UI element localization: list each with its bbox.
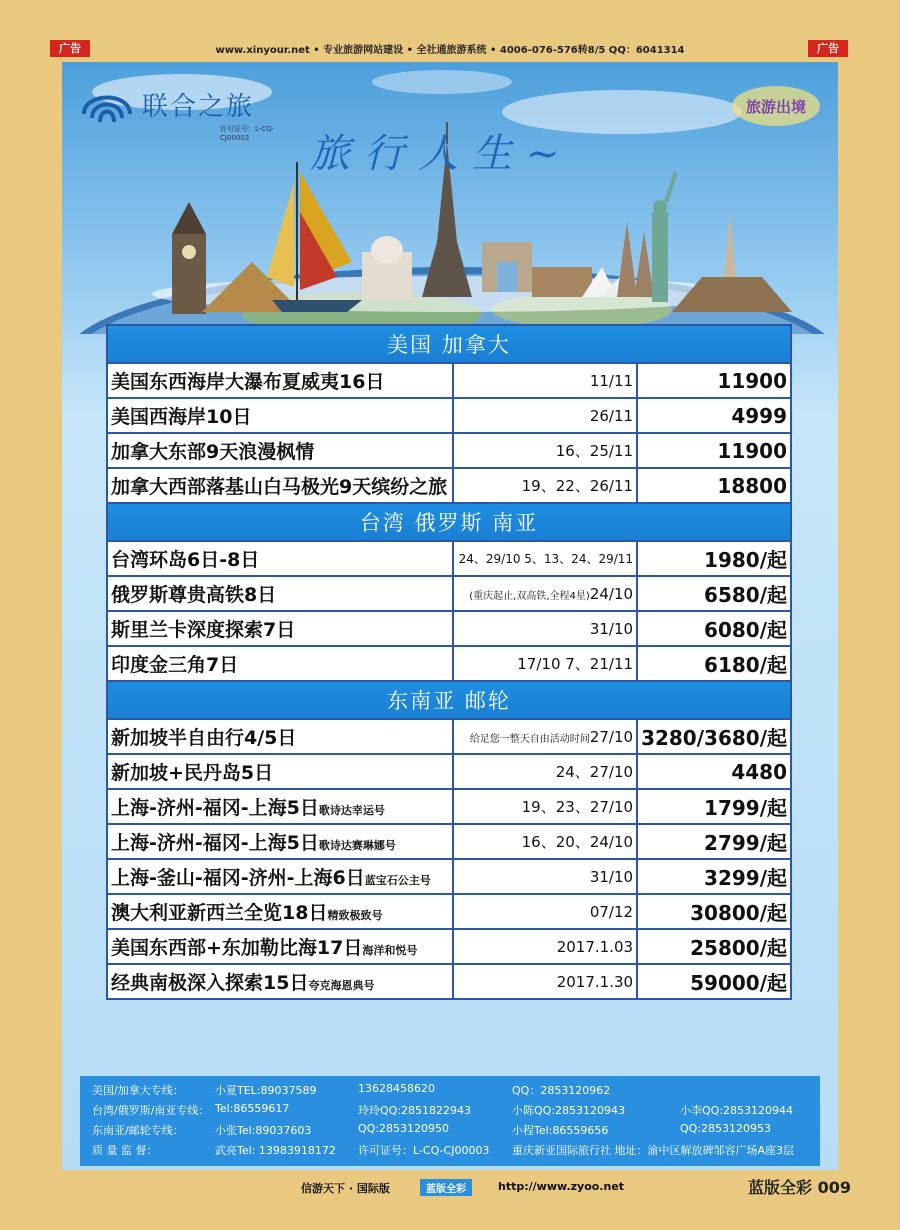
contact-value: 玲玲QQ:2851822943 (358, 1104, 472, 1117)
contact-value: Tel:86559617 (215, 1102, 290, 1115)
table-row (107, 433, 791, 468)
brand-logo (80, 80, 300, 140)
departure-date: 24、29/10 5、13、24、29/11 (458, 552, 634, 566)
price: 30800/起 (637, 894, 791, 929)
contact-row (80, 1142, 820, 1162)
route-name-cell (107, 719, 453, 754)
departure-date-cell (453, 398, 637, 433)
contact-value: 小夏TEL:89037589 (215, 1084, 317, 1097)
departure-date-cell (453, 859, 637, 894)
contact-value: QQ：2853120962 (512, 1084, 611, 1097)
route-name-cell (107, 433, 453, 468)
contact-row (80, 1122, 820, 1142)
route-name-cell (107, 541, 453, 576)
ad-tag-right: 广告 (808, 40, 848, 57)
top-banner-text: www.xinyour.net • 专业旅游网站建设 • 全社通旅游系统 • 4006-076-576转8/5 QQ：6041314 (215, 45, 685, 56)
route-name: 加拿大东部9天浪漫枫情 (111, 441, 315, 463)
price: 3280/3680/起 (637, 719, 791, 754)
departure-date-cell (453, 363, 637, 398)
route-name: 斯里兰卡深度探索7日 (111, 619, 296, 641)
departure-date-cell (453, 929, 637, 964)
price: 25800/起 (637, 929, 791, 964)
section-title: 美国 加拿大 (107, 325, 791, 363)
departure-date-cell (453, 576, 637, 611)
table-row (107, 363, 791, 398)
contact-value: 13628458620 (358, 1082, 435, 1095)
departure-date: 17/10 7、21/11 (517, 655, 634, 673)
route-name-cell (107, 929, 453, 964)
table-row (107, 929, 791, 964)
price: 59000/起 (637, 964, 791, 999)
departure-date-cell (453, 754, 637, 789)
ad-tag-left: 广告 (50, 40, 90, 57)
contact-panel (80, 1076, 820, 1166)
departure-date: 11/11 (589, 371, 634, 390)
price: 18800 (637, 468, 791, 503)
brand-name: 联合之旅 (142, 92, 255, 122)
route-name: 美国西海岸10日 (111, 406, 252, 428)
route-name: 上海-釜山-福冈-济州-上海6日 (111, 867, 365, 889)
footer-url[interactable]: http://www.zyoo.net (498, 1180, 625, 1193)
table-row (107, 541, 791, 576)
departure-date-cell (453, 824, 637, 859)
contact-label: 东南亚/邮轮专线： (92, 1124, 184, 1137)
table-row (107, 398, 791, 433)
date-note: 给足您一整天自由活动时间 (469, 733, 590, 745)
departure-date: 24、27/10 (555, 763, 634, 781)
contact-value: 小张Tel:89037603 (215, 1124, 312, 1137)
departure-date-cell (453, 964, 637, 999)
departure-date: 16、20、24/10 (521, 833, 634, 851)
route-name: 俄罗斯尊贵高铁8日 (111, 584, 277, 606)
section-header (107, 681, 791, 719)
cruise-ship-name: 海洋和悦号 (362, 944, 418, 957)
cruise-ship-name: 夸克海恩典号 (308, 979, 375, 992)
contact-row (80, 1102, 820, 1122)
table-row (107, 468, 791, 503)
advertisement-card (62, 62, 838, 1170)
price: 6580/起 (637, 576, 791, 611)
departure-date: 26/11 (589, 406, 634, 425)
page-footer (0, 1172, 900, 1202)
contact-row (80, 1082, 820, 1102)
table-row (107, 646, 791, 681)
footer-edition: 信游天下 · 国际版 (301, 1182, 390, 1195)
contact-value: 重庆新亚国际旅行社 地址：渝中区解放碑邹容广场A座3层 (512, 1144, 795, 1157)
price-table (106, 324, 792, 1000)
top-banner (0, 0, 900, 60)
section-header (107, 503, 791, 541)
route-name-cell (107, 754, 453, 789)
table-row (107, 859, 791, 894)
price: 6180/起 (637, 646, 791, 681)
contact-value: QQ:2853120953 (680, 1122, 772, 1135)
route-name: 澳大利亚新西兰全览18日 (111, 902, 328, 924)
route-name: 新加坡半自由行4/5日 (111, 727, 297, 749)
contact-value: 武亮Tel: 13983918172 (215, 1144, 336, 1157)
departure-date-cell (453, 433, 637, 468)
departure-date: 24/10 (589, 584, 634, 603)
contact-value: 许可证号：L-CQ-CJ00003 (358, 1144, 490, 1157)
departure-date: 19、22、26/11 (521, 477, 634, 495)
table-row (107, 611, 791, 646)
hero-banner (62, 62, 838, 334)
departure-date: 07/12 (589, 902, 634, 921)
price: 11900 (637, 433, 791, 468)
departure-date-cell (453, 541, 637, 576)
departure-date: 27/10 (589, 727, 634, 746)
route-name: 美国东西部+东加勒比海17日 (111, 937, 363, 959)
table-row (107, 894, 791, 929)
contact-value: QQ:2853120950 (358, 1122, 450, 1135)
price: 3299/起 (637, 859, 791, 894)
price: 2799/起 (637, 824, 791, 859)
date-note: (重庆起止,双高铁,全程4星) (469, 590, 590, 602)
table-row (107, 754, 791, 789)
departure-date: 19、23、27/10 (521, 798, 634, 816)
departure-date-cell (453, 894, 637, 929)
route-name-cell (107, 859, 453, 894)
departure-date-cell (453, 719, 637, 754)
contact-value: 小程Tel:86559656 (512, 1124, 609, 1137)
route-name-cell (107, 964, 453, 999)
slogan: 旅行人生~ (310, 131, 574, 177)
route-name-cell (107, 611, 453, 646)
contact-value: 小李QQ:2853120944 (680, 1104, 794, 1117)
price: 4999 (637, 398, 791, 433)
cruise-ship-name: 歌诗达赛琳娜号 (318, 839, 396, 852)
route-name-cell (107, 789, 453, 824)
route-name-cell (107, 824, 453, 859)
brand-mark-icon (80, 84, 134, 124)
contact-label: 质 量 监 督： (92, 1144, 158, 1157)
departure-date-cell (453, 646, 637, 681)
route-name: 美国东西海岸大瀑布夏威夷16日 (111, 371, 385, 393)
route-name-cell (107, 398, 453, 433)
route-name-cell (107, 468, 453, 503)
section-header (107, 325, 791, 363)
price: 1980/起 (637, 541, 791, 576)
price: 6080/起 (637, 611, 791, 646)
corner-logo (726, 76, 826, 132)
contact-label: 美国/加拿大专线： (92, 1084, 184, 1097)
table-row (107, 719, 791, 754)
route-name-cell (107, 646, 453, 681)
contact-label: 台湾/俄罗斯/南亚专线： (92, 1104, 210, 1117)
route-name: 上海-济州-福冈-上海5日 (111, 832, 319, 854)
table-row (107, 824, 791, 859)
table-row (107, 576, 791, 611)
departure-date: 31/10 (589, 619, 634, 638)
route-name-cell (107, 363, 453, 398)
route-name: 加拿大西部落基山白马极光9天缤纷之旅 (111, 476, 448, 498)
route-name: 台湾环岛6日-8日 (111, 549, 260, 571)
price: 11900 (637, 363, 791, 398)
departure-date: 31/10 (589, 867, 634, 886)
departure-date-cell (453, 468, 637, 503)
route-name: 新加坡+民丹岛5日 (111, 762, 274, 784)
footer-badge: 蓝版全彩 (420, 1179, 472, 1196)
table-row (107, 964, 791, 999)
corner-logo-text: 旅游出境 (745, 98, 807, 116)
brand-license: 许可证号：L-CQ-CJ00003 (220, 125, 275, 142)
route-name: 印度金三角7日 (111, 654, 239, 676)
route-name: 上海-济州-福冈-上海5日 (111, 797, 319, 819)
route-name-cell (107, 576, 453, 611)
route-name: 经典南极深入探索15日 (111, 972, 309, 994)
corner-logo-icon (726, 76, 826, 132)
route-name-cell (107, 894, 453, 929)
departure-date-cell (453, 611, 637, 646)
departure-date: 2017.1.03 (556, 937, 634, 956)
cruise-ship-name: 精致极致号 (327, 909, 383, 922)
cruise-ship-name: 蓝宝石公主号 (364, 874, 431, 887)
section-title: 东南亚 邮轮 (107, 681, 791, 719)
table-row (107, 789, 791, 824)
footer-page-number: 蓝版全彩 009 (748, 1178, 851, 1197)
departure-date: 16、25/11 (555, 442, 634, 460)
departure-date: 2017.1.30 (556, 972, 634, 991)
price: 1799/起 (637, 789, 791, 824)
departure-date-cell (453, 789, 637, 824)
price: 4480 (637, 754, 791, 789)
section-title: 台湾 俄罗斯 南亚 (107, 503, 791, 541)
contact-value: 小陈QQ:2853120943 (512, 1104, 626, 1117)
cruise-ship-name: 歌诗达幸运号 (318, 804, 385, 817)
